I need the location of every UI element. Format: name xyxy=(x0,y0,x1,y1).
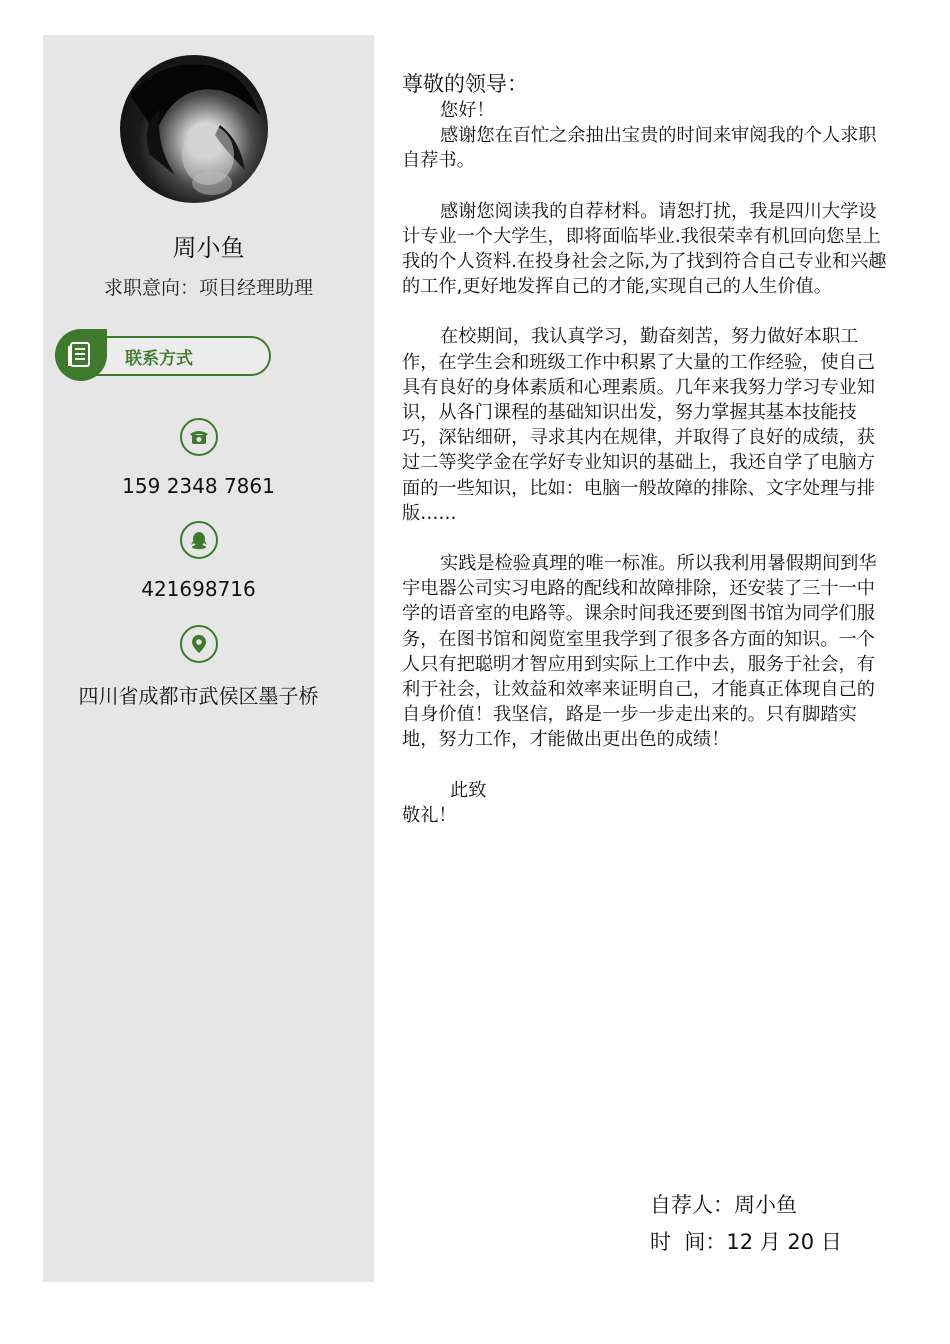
letter-paragraph-3: 在校期间，我认真学习，勤奋刻苦，努力做好本职工作，在学生会和班级工作中积累了大量的工作经验，使自己具有良好的身体素质和心理素质。几年来我努力学习专业知识，从各门课程的基础知识出发，努力掌握其基本技能技巧，深钻细研，寻求其内在规律，并取得了良好的成绩，获过二等奖学金在学好专业知识的基础上，我还自学了电脑方面的一些知识，比如：电脑一般故障的排除、文字处理与排版…… xyxy=(402,326,875,524)
avatar xyxy=(120,55,268,203)
profile-name: 周小鱼 xyxy=(172,234,245,262)
letter-closing-2: 敬礼！ xyxy=(402,804,457,826)
letter-paragraph-4: 实践是检验真理的唯一标准。所以我利用暑假期间到华宇电器公司实习电路的配线和故障排除，还安装了三十一中学的语音室的电路等。课余时间我还要到图书馆为同学们服务，在图书馆和阅览室里我学到了很多各方面的知识。一个人只有把聪明才智应用到实际上工作中去，服务于社会，有利于社会，让效益和效率来证明自己，才能真正体现自己的自身价值！我坚信，路是一步一步走出来的。只有脚踏实地，努力工作，才能做出更出色的成绩！ xyxy=(402,553,877,751)
qq-number: 421698716 xyxy=(141,577,256,601)
signature-signer: 自荐人：周小鱼 xyxy=(650,1193,797,1217)
letter-salutation: 尊敬的领导： xyxy=(402,72,528,96)
phone-number: 159 2348 7861 xyxy=(122,474,275,498)
letter-paragraph-1: 感谢您在百忙之余抽出宝贵的时间来审阅我的个人求职自荐书。 xyxy=(402,125,877,172)
letter-greeting: 您好！ xyxy=(440,100,495,121)
signature-block xyxy=(650,1187,842,1261)
qq-icon xyxy=(180,521,218,559)
letter-closing-1: 此致 xyxy=(450,779,487,801)
job-intent: 求职意向：项目经理助理 xyxy=(103,277,313,299)
phone-icon xyxy=(180,418,218,456)
cover-letter xyxy=(402,70,892,828)
document-icon xyxy=(55,329,107,381)
letter-paragraph-2: 感谢您阅读我的自荐材料。请恕打扰，我是四川大学设计专业一个大学生，即将面临毕业.我很荣幸有机回向您呈上我的个人资料.在投身社会之际,为了找到符合自己专业和兴趣的工作,更好地发挥自己的才能,实现自己的人生价值。 xyxy=(402,200,887,298)
address: 四川省成都市武侯区墨子桥 xyxy=(78,684,319,708)
location-pin-icon xyxy=(180,625,218,663)
signature-date: 时 间：12 月 20 日 xyxy=(650,1230,842,1254)
contact-section-title: 联系方式 xyxy=(125,349,193,369)
